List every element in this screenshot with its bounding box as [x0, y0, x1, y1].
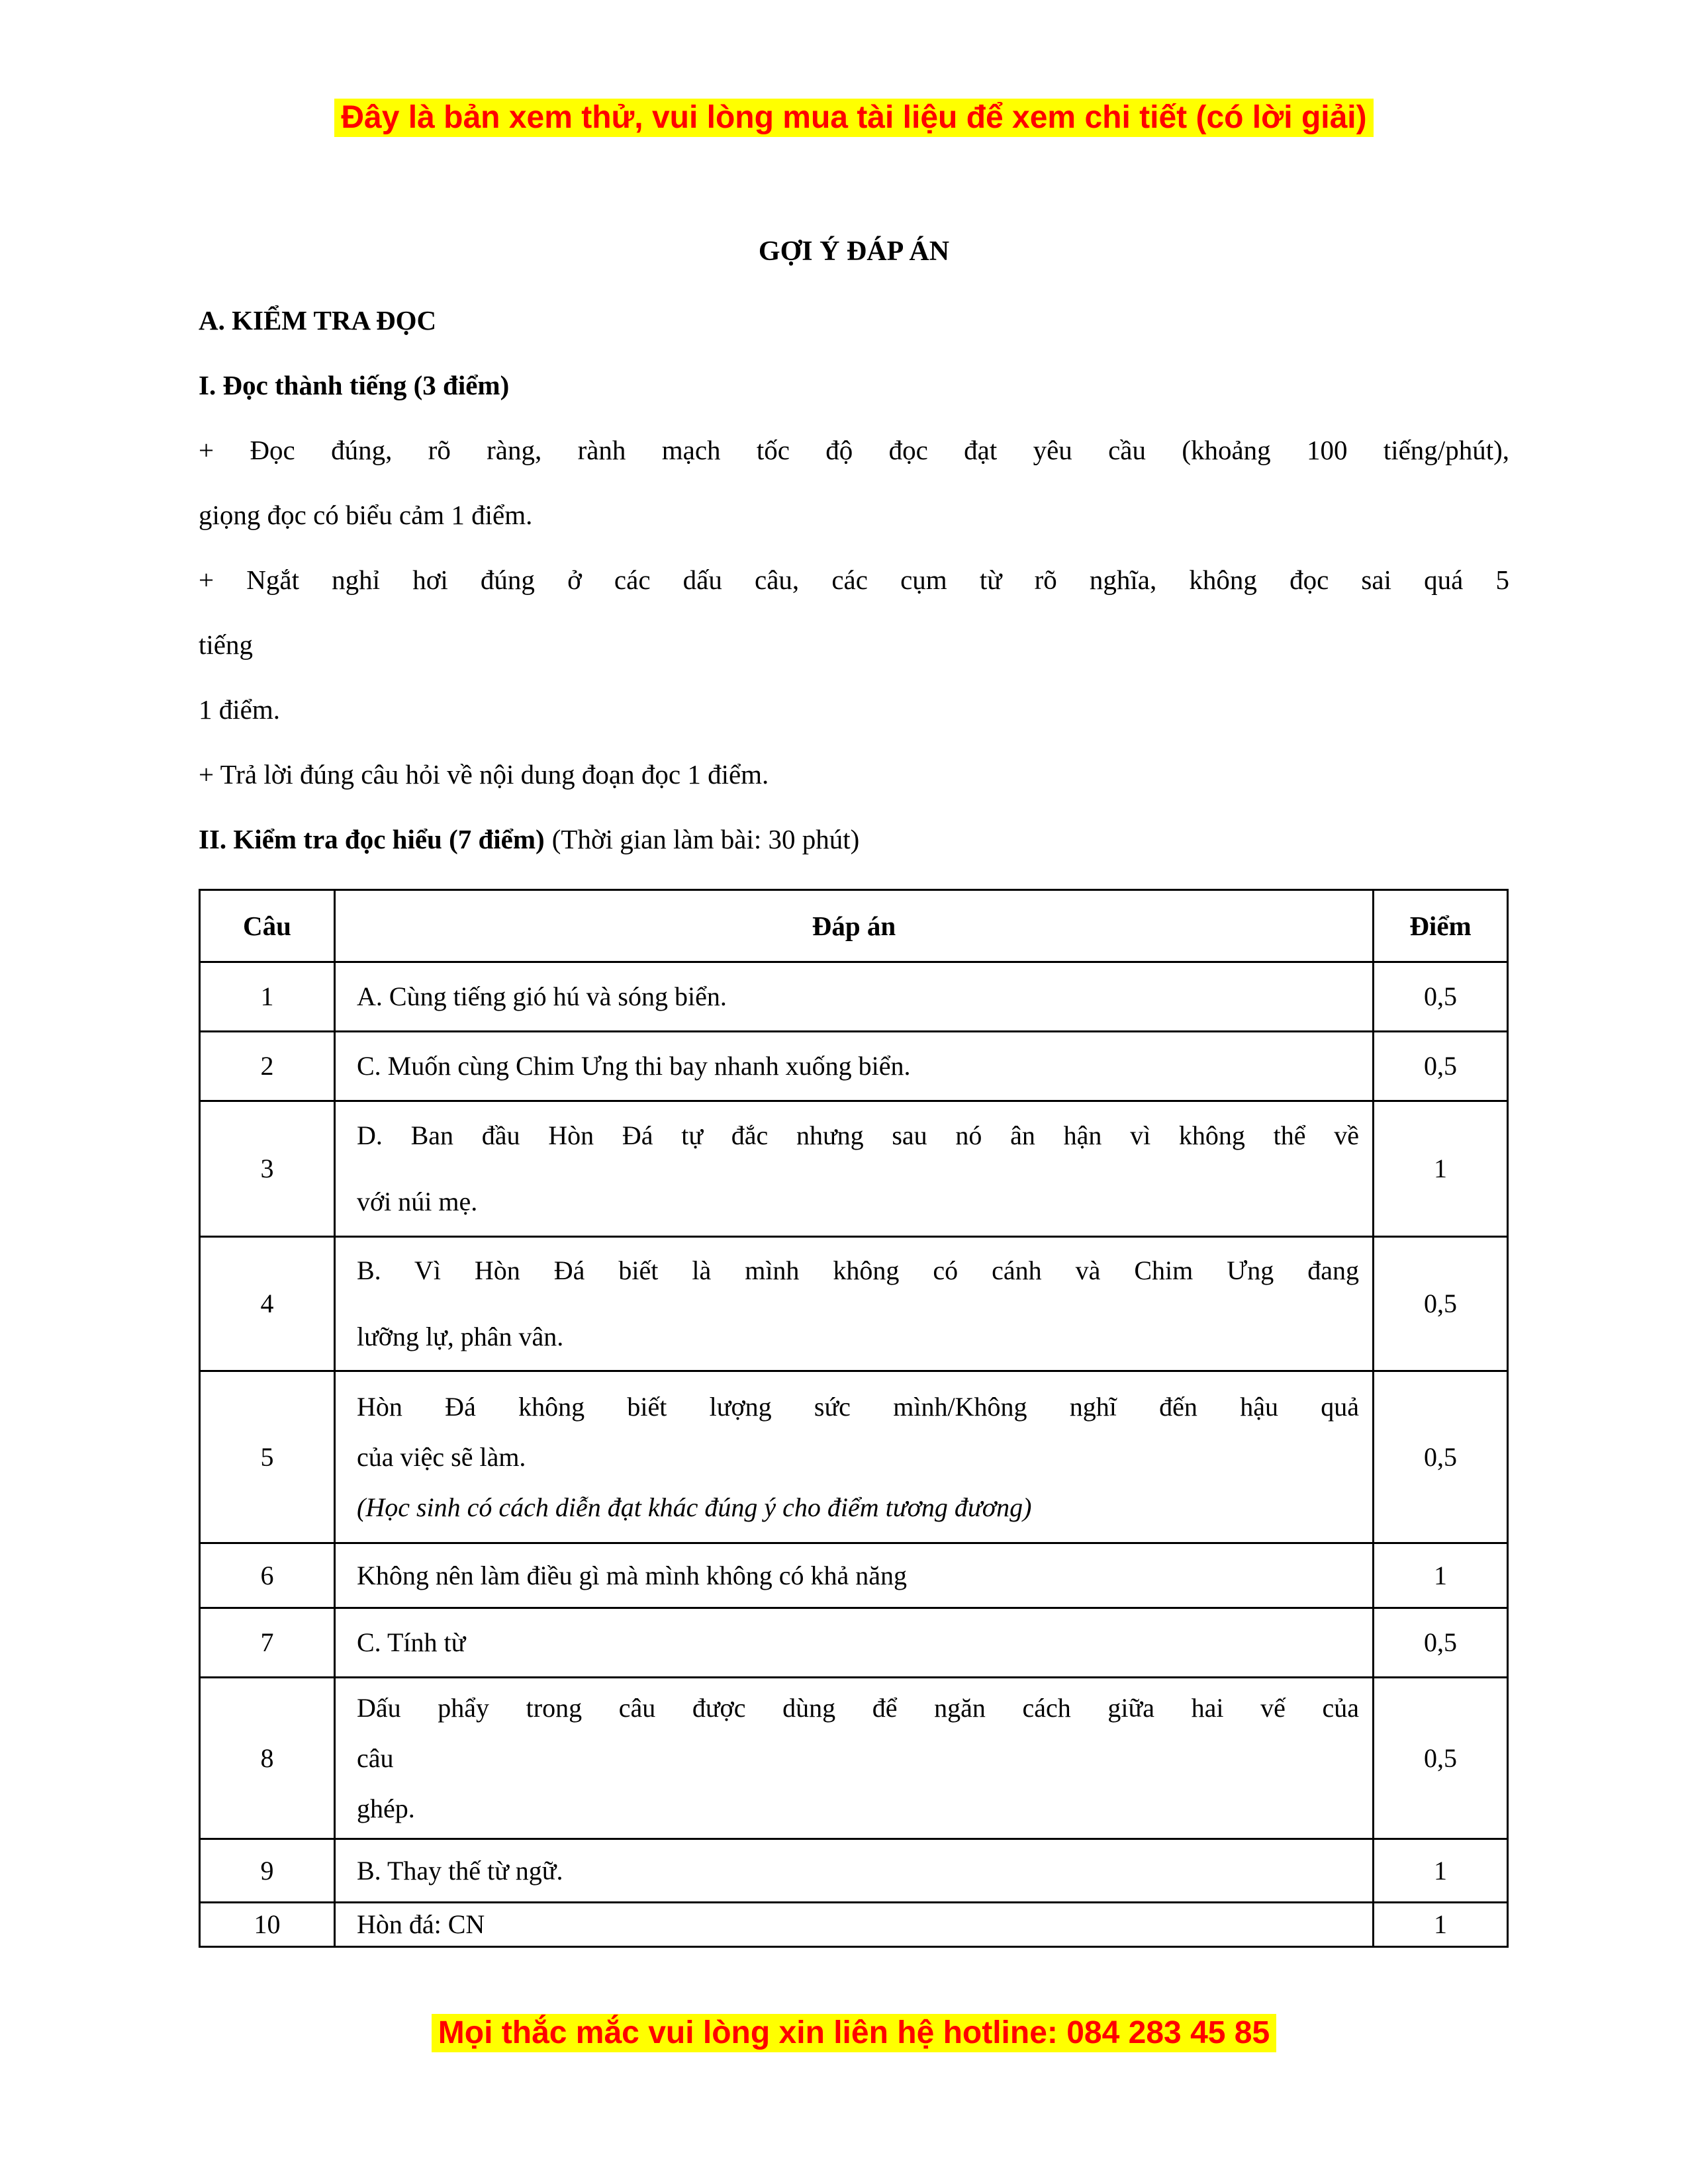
table-row — [200, 1032, 1508, 1101]
question-number-cell: 8 — [200, 1678, 335, 1839]
question-number-cell: 5 — [200, 1371, 335, 1543]
table-row — [200, 1237, 1508, 1371]
answer-cell — [335, 1237, 1374, 1371]
question-number-cell: 9 — [200, 1839, 335, 1903]
answer-line: Hòn đá: CN — [357, 1909, 485, 1939]
question-number-cell: 3 — [200, 1101, 335, 1237]
score-cell: 0,5 — [1374, 1032, 1508, 1101]
header-score-column: Điểm — [1374, 890, 1508, 962]
paragraph-line: + Trả lời đúng câu hỏi về nội dung đoạn đọc 1 điểm. — [199, 759, 769, 790]
score-cell: 1 — [1374, 1101, 1508, 1237]
answer-line: C. Tính từ — [357, 1627, 466, 1657]
answer-line: B. Vì Hòn Đá biết là mình không có cánh và Chim Ưng đang — [357, 1255, 1359, 1285]
answer-line: ghép. — [357, 1793, 415, 1823]
score-cell: 0,5 — [1374, 1237, 1508, 1371]
answer-line: (Học sinh có cách diễn đạt khác đúng ý cho điểm tương đương) — [357, 1492, 1032, 1522]
answer-cell — [335, 1032, 1374, 1101]
answer-line: Hòn Đá không biết lượng sức mình/Không nghĩ đến hậu quả — [357, 1391, 1359, 1422]
answer-cell — [335, 1608, 1374, 1678]
section-heading-a: A. KIỂM TRA ĐỌC — [199, 305, 437, 336]
answer-line: của việc sẽ làm. — [357, 1441, 526, 1472]
score-cell: 1 — [1374, 1543, 1508, 1608]
table-row — [200, 962, 1508, 1032]
preview-notice-banner: Đây là bản xem thử, vui lòng mua tài liệu để xem chi tiết (có lời giải) — [334, 99, 1373, 137]
answer-cell — [335, 1543, 1374, 1608]
answer-cell — [335, 1678, 1374, 1839]
answer-line: B. Thay thế từ ngữ. — [357, 1855, 563, 1886]
table-row — [200, 1543, 1508, 1608]
question-number-cell: 2 — [200, 1032, 335, 1101]
question-number-cell: 10 — [200, 1903, 335, 1947]
document-content — [199, 0, 1509, 2052]
answer-line: lưỡng lự, phân vân. — [357, 1322, 564, 1351]
paragraph-line: giọng đọc có biểu cảm 1 điểm. — [199, 500, 533, 530]
answer-cell — [335, 962, 1374, 1032]
header-question-column: Câu — [200, 890, 335, 962]
table-header-row — [200, 890, 1508, 962]
table-row — [200, 1608, 1508, 1678]
paragraph-line: + Ngắt nghỉ hơi đúng ở các dấu câu, các cụm từ rõ nghĩa, không đọc sai quá 5 — [199, 565, 1509, 595]
question-number-cell: 7 — [200, 1608, 335, 1678]
table-row — [200, 1371, 1508, 1543]
answer-line: Dấu phẩy trong câu được dùng để ngăn cách giữa hai vế của — [357, 1692, 1359, 1723]
answer-line: Không nên làm điều gì mà mình không có khả năng — [357, 1560, 907, 1590]
section-heading-ii-bold: II. Kiểm tra đọc hiểu (7 điểm) — [199, 824, 545, 854]
question-number-cell: 1 — [200, 962, 335, 1032]
paragraph-line: tiếng — [199, 629, 253, 660]
score-cell: 0,5 — [1374, 1678, 1508, 1839]
answer-line: câu — [357, 1743, 394, 1773]
answer-cell — [335, 1371, 1374, 1543]
answer-cell — [335, 1839, 1374, 1903]
answer-line: C. Muốn cùng Chim Ưng thi bay nhanh xuống biển. — [357, 1051, 911, 1081]
table-row — [200, 1839, 1508, 1903]
table-row — [200, 1903, 1508, 1947]
answer-cell — [335, 1903, 1374, 1947]
score-cell: 0,5 — [1374, 1608, 1508, 1678]
hotline-banner: Mọi thắc mắc vui lòng xin liên hệ hotline: 084 283 45 85 — [432, 2014, 1276, 2052]
section-heading-ii-note: (Thời gian làm bài: 30 phút) — [551, 824, 860, 854]
question-number-cell: 4 — [200, 1237, 335, 1371]
table-row — [200, 1101, 1508, 1237]
answer-cell — [335, 1101, 1374, 1237]
section-heading-ii — [199, 807, 1509, 872]
answer-table — [199, 889, 1509, 1948]
page-title: GỢI Ý ĐÁP ÁN — [758, 236, 950, 267]
score-cell: 1 — [1374, 1839, 1508, 1903]
question-number-cell: 6 — [200, 1543, 335, 1608]
answer-line: A. Cùng tiếng gió hú và sóng biển. — [357, 981, 727, 1011]
section-heading-i: I. Đọc thành tiếng (3 điểm) — [199, 370, 510, 400]
score-cell: 0,5 — [1374, 1371, 1508, 1543]
answer-line: D. Ban đầu Hòn Đá tự đắc nhưng sau nó ân hận vì không thể về — [357, 1120, 1359, 1150]
paragraph-line: 1 điểm. — [199, 694, 280, 725]
score-cell: 0,5 — [1374, 962, 1508, 1032]
answer-line: với núi mẹ. — [357, 1187, 478, 1216]
score-cell: 1 — [1374, 1903, 1508, 1947]
table-row — [200, 1678, 1508, 1839]
paragraph-line: + Đọc đúng, rõ ràng, rành mạch tốc độ đọc đạt yêu cầu (khoảng 100 tiếng/phút), — [199, 435, 1509, 465]
header-answer-column: Đáp án — [335, 890, 1374, 962]
